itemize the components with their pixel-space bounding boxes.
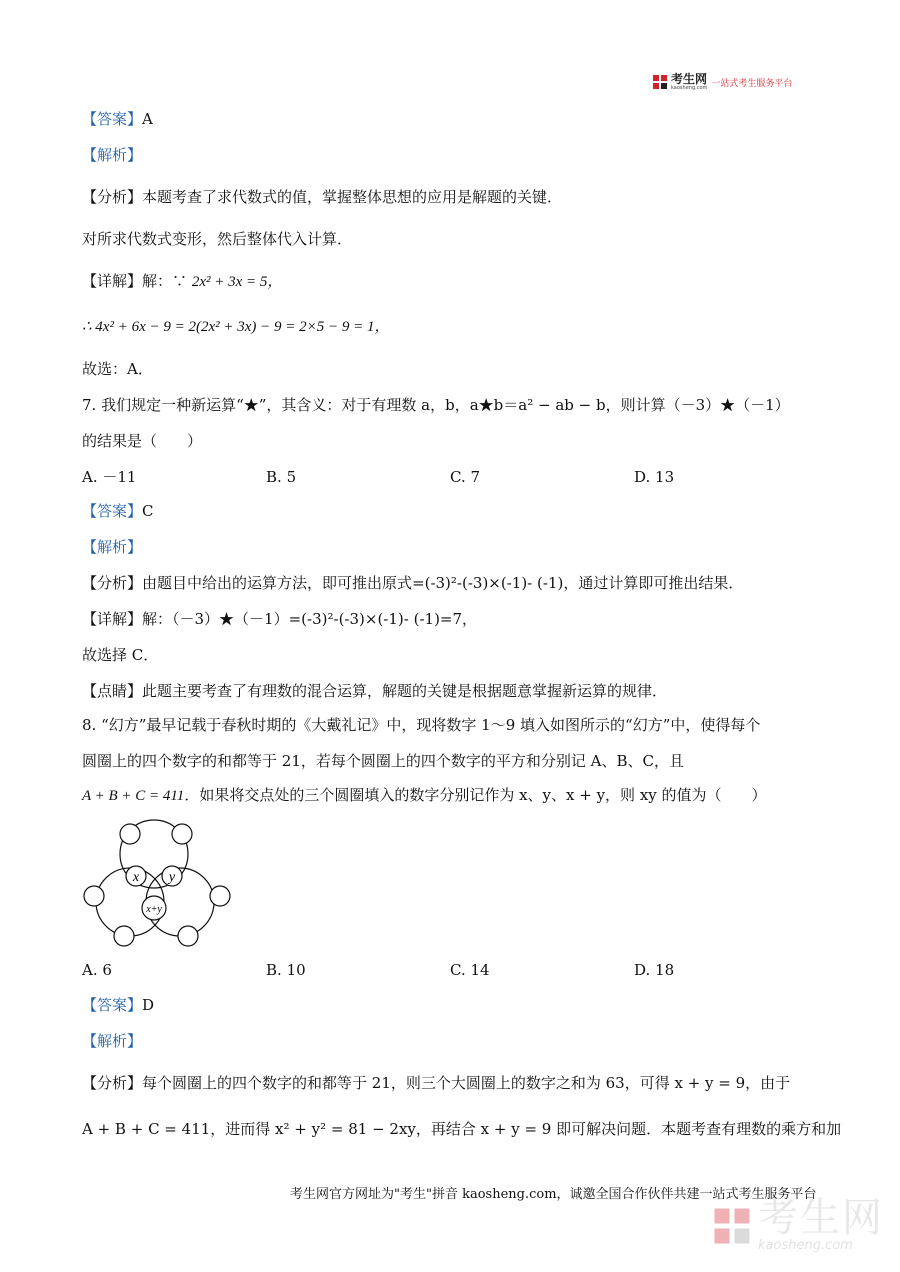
q8-stem-line2: 圆圈上的四个数字的和都等于 21，若每个圆圈上的四个数字的平方和分别记 A、B、C，且	[82, 752, 684, 770]
q8-choice-c: C. 14	[450, 961, 490, 979]
answer-tag: 【答案】	[82, 110, 143, 128]
xy-label: x+y	[146, 904, 162, 915]
watermark-logo-icon	[712, 1206, 752, 1246]
q7-conclusion: 故选择 C．	[82, 646, 159, 664]
dianjing-text: 此题主要考查了有理数的混合运算，解题的关键是根据题意掌握新运算的规律．	[142, 682, 668, 700]
q7-choice-b: B. 5	[266, 468, 297, 486]
q7-choice-d: D. 13	[634, 468, 675, 486]
answer-value: C	[142, 502, 154, 520]
answer-tag: 【答案】	[82, 502, 143, 520]
fenxi-tag: 【分析】	[82, 1074, 143, 1092]
fenxi-tag: 【分析】	[82, 574, 143, 592]
given-equation: 2x² + 3x = 5，	[191, 274, 283, 290]
header-logo	[652, 72, 792, 92]
q8-stem-line3	[82, 784, 767, 807]
q7-stem-line2: 的结果是（ ）	[82, 432, 203, 450]
dianjing-tag: 【点睛】	[82, 682, 143, 700]
fenxi-tag: 【分析】	[82, 188, 143, 206]
q7-detail	[82, 608, 477, 630]
detail-tag: 【详解】	[82, 272, 143, 290]
kaosheng-logo-icon	[652, 74, 668, 90]
q6-detail	[82, 270, 282, 293]
q6-analysis-tag: 【解析】	[82, 146, 143, 164]
brand-site: kaosheng.com	[671, 85, 708, 91]
q6-therefore-equation: ∴ 4x² + 6x − 9 = 2(2x² + 3x) − 9 = 2×5 − 9 = 1，	[82, 319, 390, 335]
small-circle	[120, 824, 140, 844]
q7-stem-line1: 7. 我们规定一种新运算“★”，其含义：对于有理数 a，b，a★b＝a² − ab − b，则计算（－3）★（－1）	[82, 396, 790, 414]
q6-conclusion: 故选：A．	[82, 360, 153, 378]
watermark	[712, 1195, 884, 1253]
answer-tag: 【答案】	[82, 996, 143, 1014]
y-label: y	[168, 870, 176, 885]
stem-line3-rest: ．如果将交点处的三个圆圈填入的数字分别记作为 x、y、x + y，则 xy 的值为（ ）	[184, 786, 767, 804]
q8-fenxi-line2: A + B + C = 411，进而得 x² + y² = 81 − 2xy，再结合 x + y = 9 即可解决问题．本题考查有理数的乘方和加	[82, 1120, 842, 1138]
small-circle	[84, 886, 104, 906]
answer-value: A	[142, 110, 153, 128]
small-circle	[178, 926, 198, 946]
q8-stem-line1: 8. “幻方”最早记载于春秋时期的《大戴礼记》中，现将数字 1～9 填入如图所示的“幻方”中，使得每个	[82, 716, 761, 734]
q8-choice-b: B. 10	[266, 961, 306, 979]
detail-text: 解：（－3）★（－1）=(-3)²-(-3)×(-1)- (-1)=7，	[142, 610, 478, 628]
q7-choice-a: A. －11	[82, 468, 137, 486]
watermark-name: 考生网	[758, 1195, 884, 1241]
q8-answer	[82, 994, 154, 1016]
brand-name: 考生网	[671, 72, 708, 86]
fenxi-text: 本题考查了求代数式的值，掌握整体思想的应用是解题的关键．	[142, 188, 563, 206]
detail-prefix: 解：∵	[142, 272, 188, 290]
q7-choice-c: C. 7	[450, 468, 481, 486]
fenxi-text: 每个圆圈上的四个数字的和都等于 21，则三个大圆圈上的数字之和为 63，可得 x + y = 9，由于	[142, 1074, 791, 1092]
small-circle	[114, 926, 134, 946]
magic-circle-diagram	[80, 816, 240, 950]
answer-value: D	[142, 996, 155, 1014]
footer-text: 考生网官方网址为"考生"拼音 kaosheng.com，诚邀全国合作伙伴共建一站式考生服务平台	[290, 1187, 817, 1202]
q7-answer	[82, 500, 154, 522]
q8-choice-d: D. 18	[634, 961, 675, 979]
q7-dianjing	[82, 680, 667, 702]
q6-fenxi	[82, 186, 562, 208]
q8-choice-a: A. 6	[82, 961, 112, 979]
q7-analysis-tag: 【解析】	[82, 538, 143, 556]
brand-slogan: 一站式考生服务平台	[711, 78, 793, 89]
q8-analysis-tag: 【解析】	[82, 1032, 143, 1050]
small-circle	[172, 824, 192, 844]
q7-fenxi	[82, 572, 743, 594]
q8-fenxi-line1	[82, 1072, 790, 1094]
fenxi-text: 由题目中给出的运算方法，即可推出原式=(-3)²-(-3)×(-1)- (-1)，通过计算即可推出结果．	[142, 574, 744, 592]
x-label: x	[132, 870, 140, 885]
watermark-site: kaosheng.com	[758, 1238, 853, 1253]
sum-equation: A + B + C = 411	[82, 788, 185, 804]
small-circle	[210, 886, 230, 906]
q6-method: 对所求代数式变形，然后整体代入计算．	[82, 230, 353, 248]
q6-answer	[82, 108, 153, 130]
detail-tag: 【详解】	[82, 610, 143, 628]
